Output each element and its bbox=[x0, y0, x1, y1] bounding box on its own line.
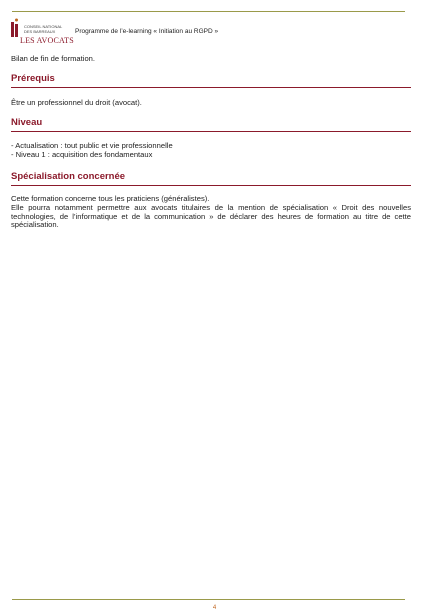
cnb-logo bbox=[10, 16, 74, 48]
logo-line-2: DES BARREAUX bbox=[24, 29, 56, 34]
cnb-emblem-icon bbox=[11, 18, 18, 37]
section-title-niveau: Niveau bbox=[11, 117, 411, 132]
header-rule bbox=[12, 11, 405, 12]
page-header bbox=[10, 16, 410, 48]
document-header-title: Programme de l’e-learning « Initiation au RGPD » bbox=[75, 28, 219, 35]
intro-text: Bilan de fin de formation. bbox=[11, 54, 96, 63]
specialisation-line-1: Cette formation concerne tous les praticiens (généralistes). bbox=[11, 194, 210, 203]
niveau-line-2: - Niveau 1 : acquisition des fondamentaux bbox=[11, 150, 153, 159]
page-number: 4 bbox=[212, 605, 217, 611]
niveau-line-1: - Actualisation : tout public et vie professionnelle bbox=[11, 141, 173, 150]
specialisation-line-2: Elle pourra notamment permettre aux avocats titulaires de la mention de spécialisation « Droit des nouvelles technologies, de l’informatique et de la communication » de déclarer des heures de formation au titre de cette spécialisation. bbox=[11, 203, 411, 230]
logo-line-3: LES AVOCATS bbox=[20, 36, 74, 45]
logo-line-1: CONSEIL NATIONAL bbox=[24, 24, 63, 29]
footer-rule bbox=[12, 599, 405, 600]
prerequis-line: Être un professionnel du droit (avocat). bbox=[11, 98, 142, 107]
section-title-specialisation: Spécialisation concernée bbox=[11, 171, 411, 186]
section-title-prerequis: Prérequis bbox=[11, 73, 411, 88]
